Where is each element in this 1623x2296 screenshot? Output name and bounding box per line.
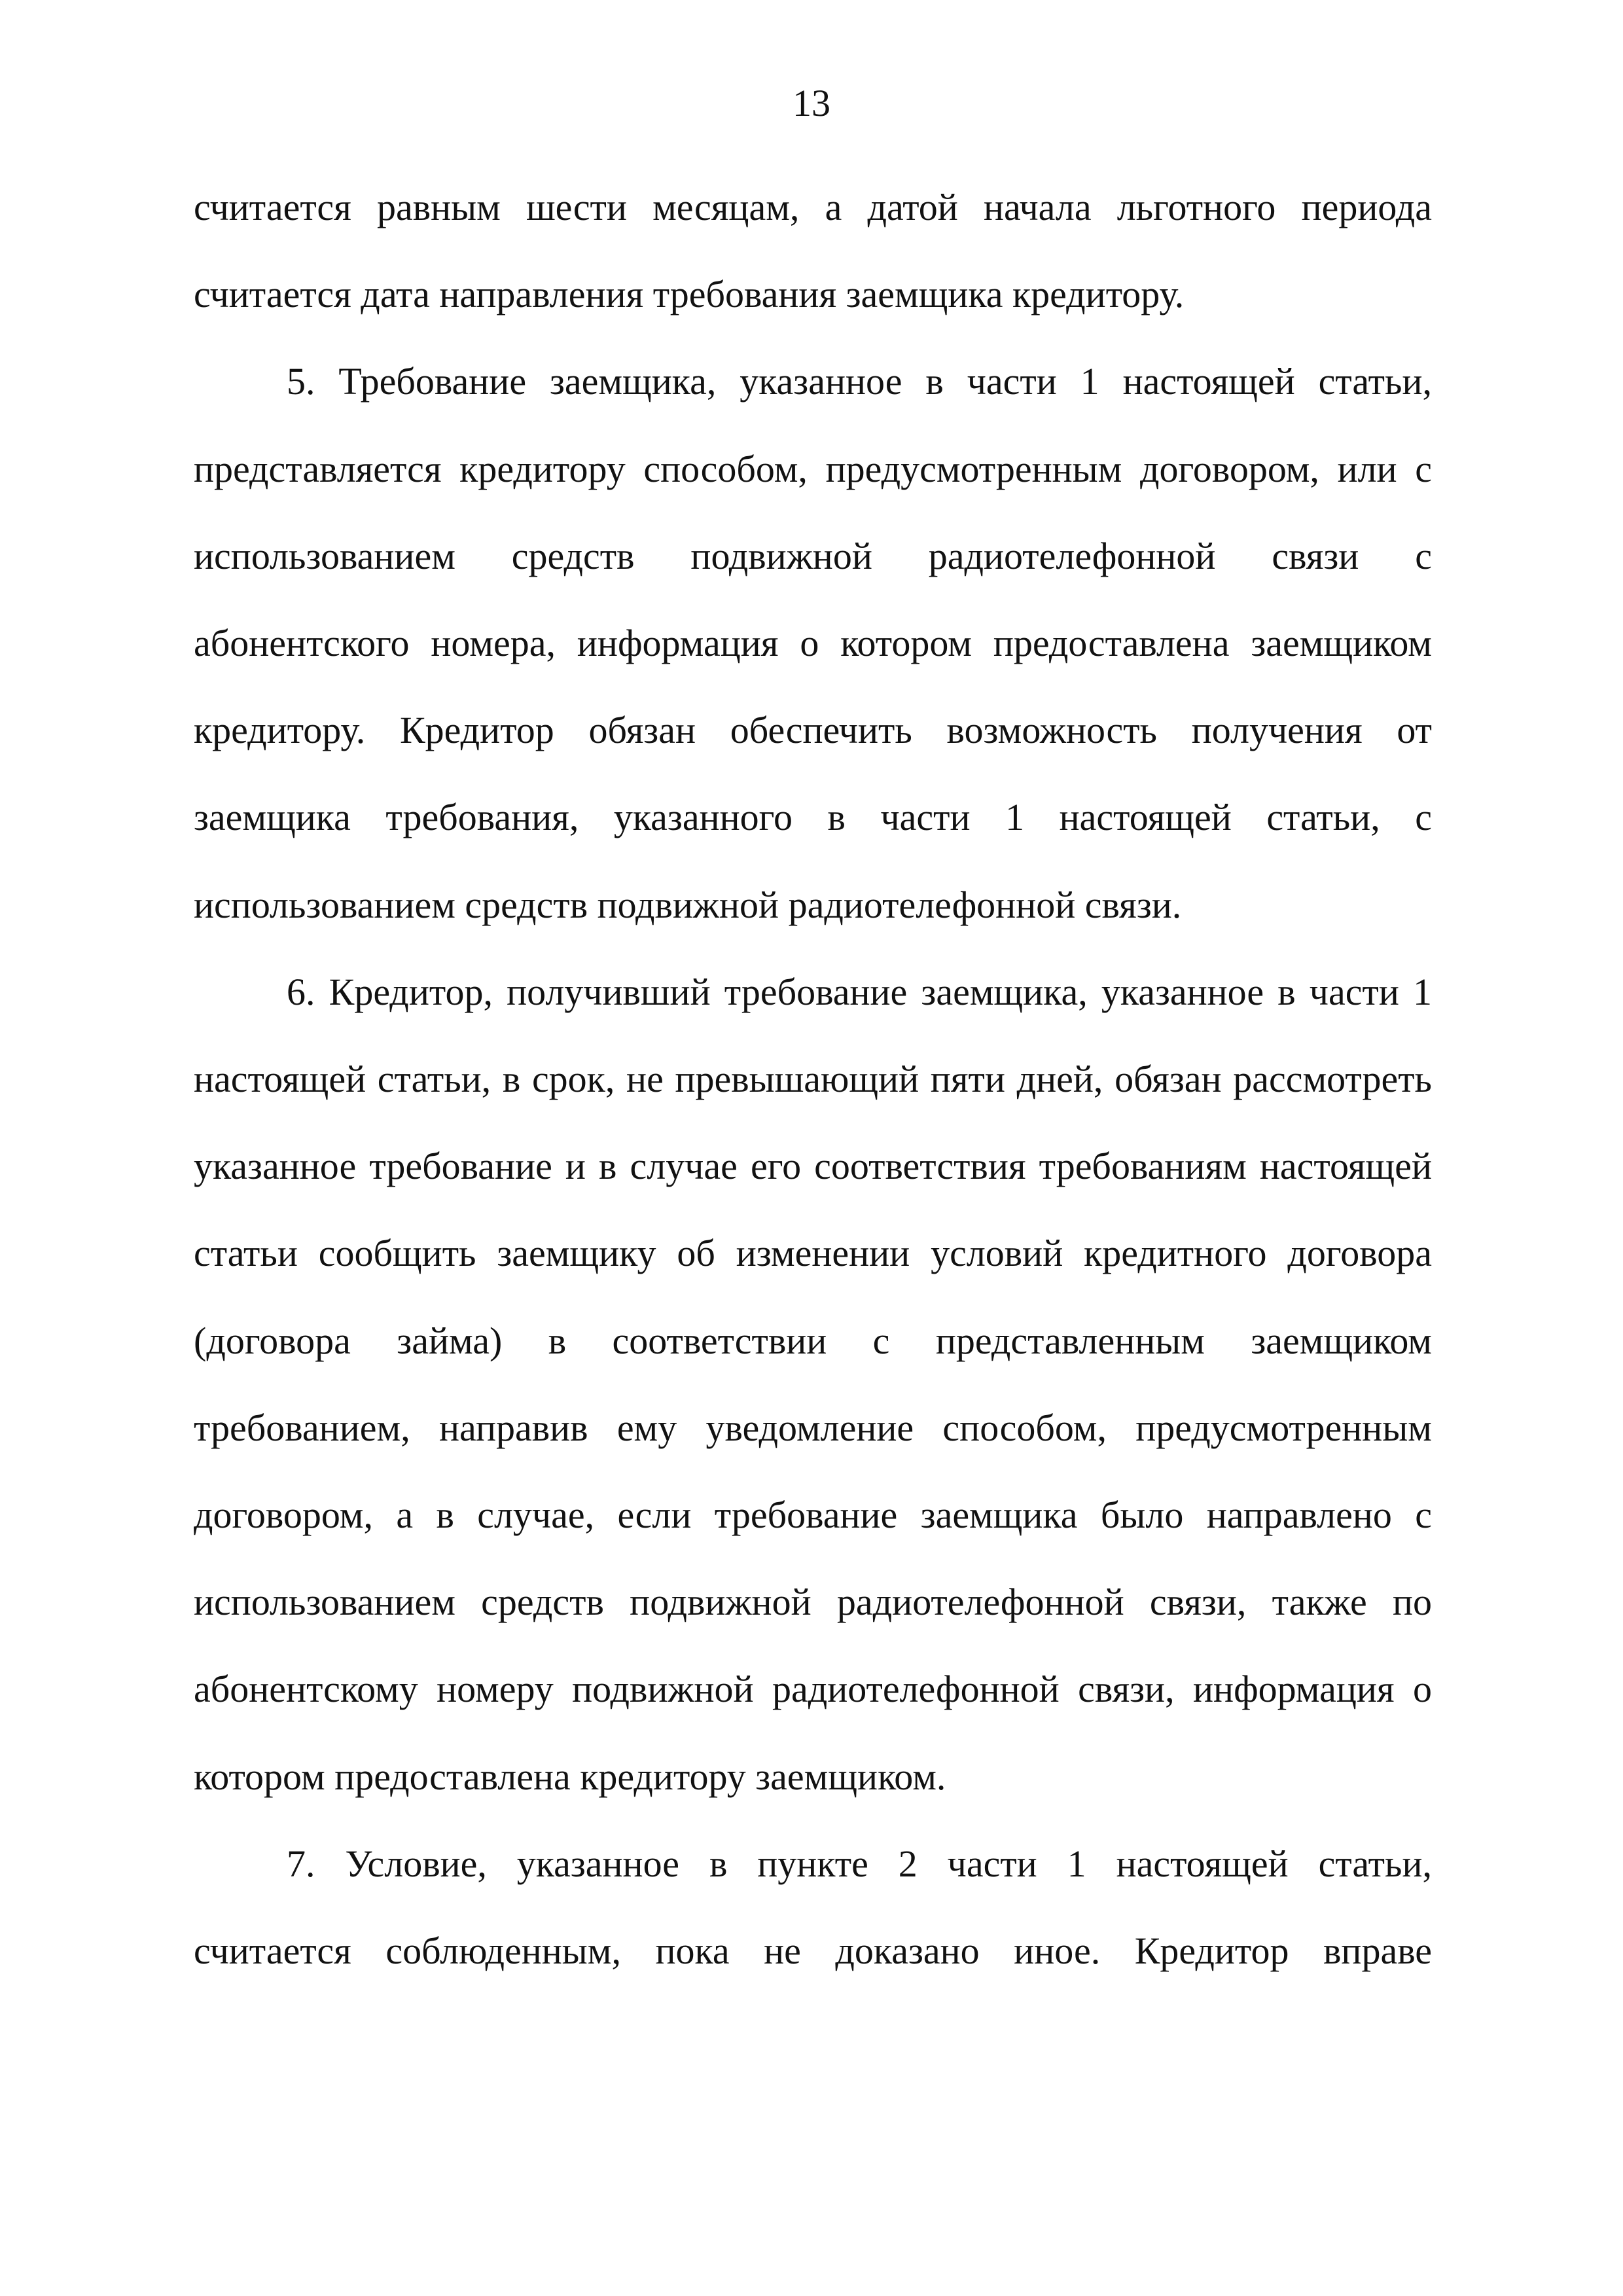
text-line: абонентскому номеру подвижной радиотелефонной связи, информация о — [194, 1668, 1432, 1710]
text-line: настоящей статьи, в срок, не превышающий пяти дней, обязан рассмотреть — [194, 1058, 1432, 1100]
paragraph-6-start: 6. Кредитор, получивший требование заемщика, указанное в части 1 — [287, 971, 1432, 1013]
text-line: котором предоставлена кредитору заемщиком. — [194, 1755, 946, 1798]
paragraph-7-start: 7. Условие, указанное в пункте 2 части 1 настоящей статьи, — [287, 1842, 1432, 1885]
text-line: использованием средств подвижной радиотелефонной связи. — [194, 884, 1182, 926]
text-line: статьи сообщить заемщику об изменении условий кредитного договора — [194, 1232, 1432, 1274]
text-line: (договора займа) в соответствии с представленным заемщиком — [194, 1319, 1432, 1362]
text-line: заемщика требования, указанного в части 1 настоящей статьи, с — [194, 796, 1432, 838]
text-line: представляется кредитору способом, предусмотренным договором, или с — [194, 448, 1432, 490]
text-line: кредитору. Кредитор обязан обеспечить возможность получения от — [194, 709, 1432, 751]
text-line: использованием средств подвижной радиотелефонной связи, также по — [194, 1581, 1432, 1623]
text-line: считается соблюденным, пока не доказано иное. Кредитор вправе — [194, 1929, 1432, 1972]
text-line: требованием, направив ему уведомление способом, предусмотренным — [194, 1407, 1432, 1449]
text-line: указанное требование и в случае его соответствия требованиям настоящей — [194, 1145, 1432, 1187]
text-line: абонентского номера, информация о котором предоставлена заемщиком — [194, 622, 1432, 664]
text-line: использованием средств подвижной радиотелефонной связи с — [194, 535, 1432, 577]
text-line: договором, а в случае, если требование заемщика было направлено с — [194, 1494, 1432, 1536]
text-line: считается дата направления требования заемщика кредитору. — [194, 273, 1185, 315]
page-number: 13 — [793, 82, 830, 124]
text-line: считается равным шести месяцам, а датой начала льготного периода — [194, 186, 1432, 228]
paragraph-5-start: 5. Требование заемщика, указанное в части 1 настоящей статьи, — [287, 360, 1432, 403]
